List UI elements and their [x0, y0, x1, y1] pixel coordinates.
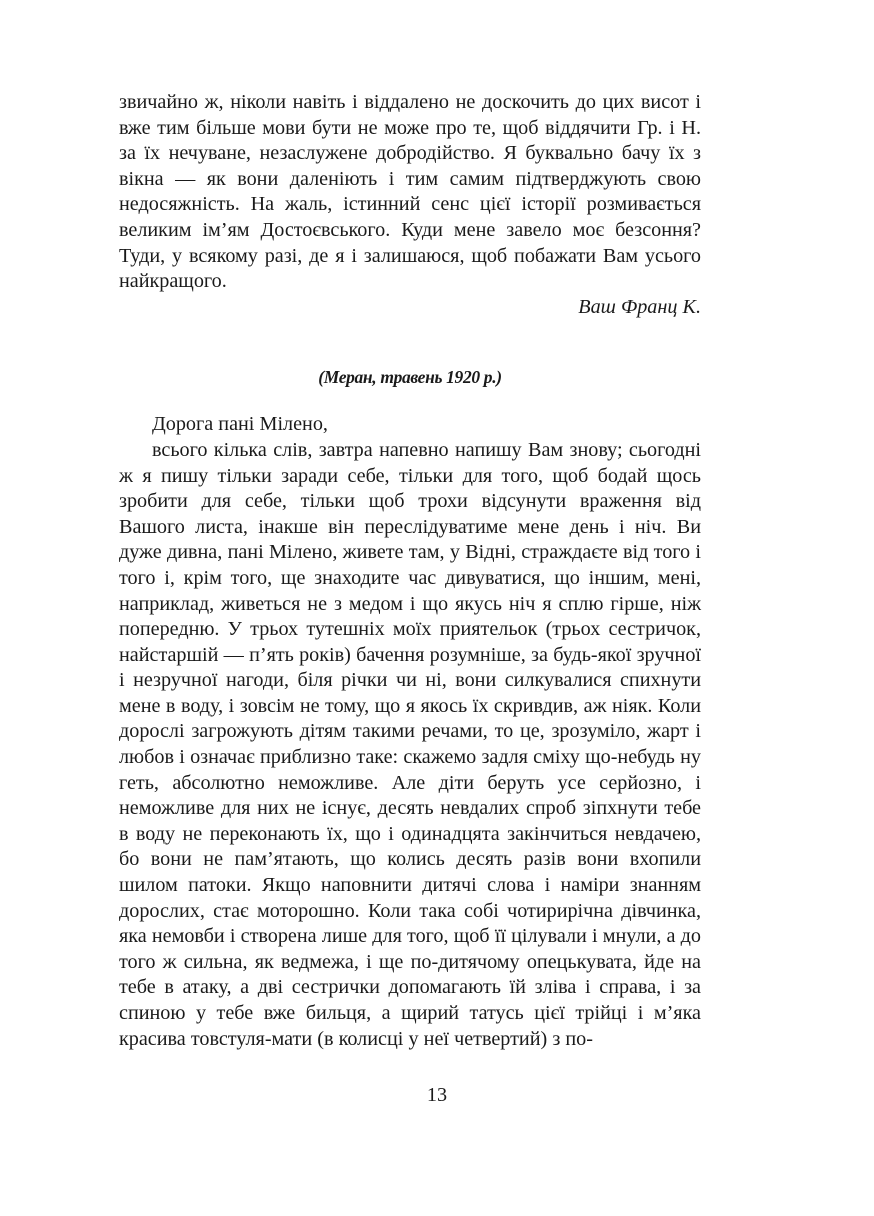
- page-text-block: [119, 90, 701, 1052]
- letter-salutation: Дорога пані Мілено,: [152, 413, 328, 436]
- previous-letter-closing-paragraph: звичайно ж, ніколи навіть і віддалено не доскочить до цих висот і вже тим більше мови бути не може про те, щоб віддячити Гр. і Н. за їх нечуване, незаслужене добродійство. Я буквально бачу їх з вікна — як вони даленіють і тим самим підтверджують свою недосяжність. На жаль, істинний сенс цієї історії розмивається великим ім’ям Достоєвського. Куди мене завело моє безсоння? Туди, у всякому разі, де я і залишаюся, щоб побажати Вам усього найкращого.: [119, 91, 701, 293]
- spacer-above-date-heading: [119, 320, 701, 365]
- letter-body-paragraph: всього кілька слів, завтра напевно напишу Вам знову; сьогодні ж я пишу тільки заради себе, тільки для того, щоб бодай щось зробити для себе, тільки щоб трохи відсунути враження від Вашого листа, інакше він переслідуватиме мене день і ніч. Ви дуже дивна, пані Мілено, живете там, у Відні, страждаєте від того і того і, крім того, ще знаходите час дивуватися, що іншим, мені, наприклад, живеться не з медом і що якусь ніч я сплю гірше, ніж попередню. У трьох тутешніх моїх приятельок (трьох сестричок, найстаршій — п’ять років) бачення розумніше, за будь-якої зручної і незручної нагоди, біля річки чи ні, вони силкувалися спихнути мене в воду, і зовсім не тому, що я якось їх скривдив, аж ніяк. Коли дорослі загрожують дітям такими речами, то це, зрозуміло, жарт і любов і означає приблизно таке: скажемо задля сміху що-небудь ну геть, абсолютно неможливе. Але діти беруть усе серйозно, і неможливе для них не існує, десять невдалих спроб зіпхнути тебе в воду не переконають їх, що і одинадцята закінчиться невдачею, бо вони не пам’ятають, що колись десять разів вони вхопили шилом патоки. Якщо наповнити дитячі слова і наміри знанням дорослих, стає моторошно. Коли така собі чотирирічна дівчинка, яка немовби і створена лише для того, щоб її цілували і мнули, а до того ж сильна, як ведмежа, і ще по-дитячому опецькувата, йде на тебе в атаку, а дві сестрички допомагають їй зліва і справа, і за спиною у тебе вже бильця, а щирий татусь цієї трійці і м’яка красива товстуля-мати (в колисці у неї четвертий) з по-: [119, 438, 701, 1050]
- previous-letter-signature: Ваш Франц К.: [578, 295, 701, 318]
- letter-date-heading: (Меран, травень 1920 р.): [318, 367, 502, 388]
- page-number: 13: [426, 1084, 448, 1106]
- spacer-below-date-heading: [119, 389, 701, 412]
